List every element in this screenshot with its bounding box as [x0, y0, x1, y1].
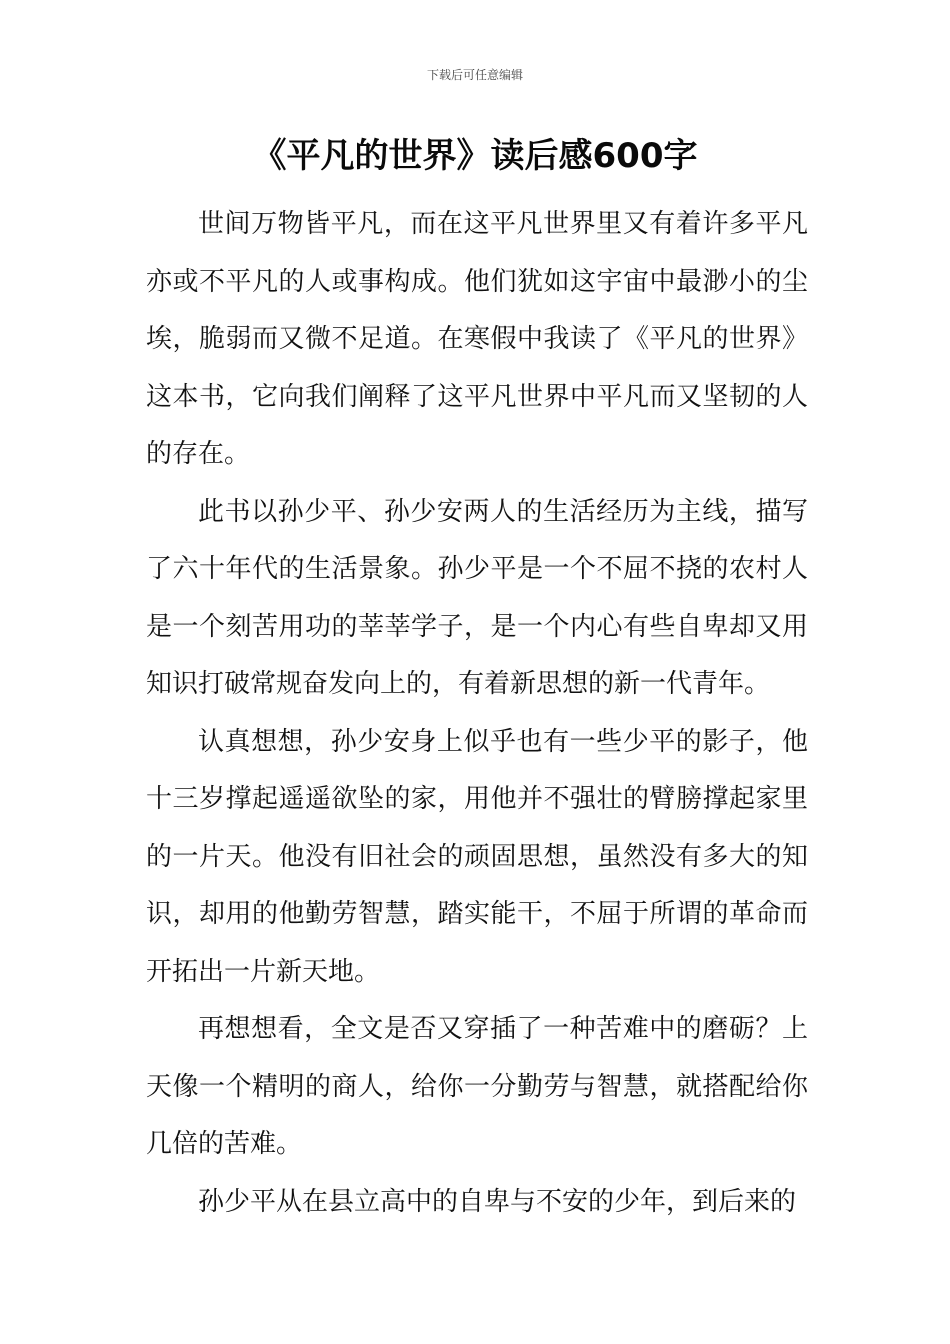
paragraph: 此书以孙少平、孙少安两人的生活经历为主线，描写了六十年代的生活景象。孙少平是一个不屈不挠的农村人是一个刻苦用功的莘莘学子，是一个内心有些自卑却又用知识打破常规奋发向上的，有着新思想的新一代青年。	[146, 496, 808, 699]
document-title: 《平凡的世界》读后感600字	[252, 136, 698, 176]
paragraph: 世间万物皆平凡，而在这平凡世界里又有着许多平凡亦或不平凡的人或事构成。他们犹如这宇宙中最渺小的尘埃，脆弱而又微不足道。在寒假中我读了《平凡的世界》这本书，它向我们阐释了这平凡世界中平凡而又坚韧的人的存在。	[146, 209, 808, 469]
document-body	[146, 196, 808, 1231]
header-note: 下载后可任意编辑	[426, 68, 523, 82]
paragraph: 认真想想，孙少安身上似乎也有一些少平的影子，他十三岁撑起遥遥欲坠的家，用他并不强壮的臂膀撑起家里的一片天。他没有旧社会的顽固思想，虽然没有多大的知识，却用的他勤劳智慧，踏实能干，不屈于所谓的革命而开拓出一片新天地。	[146, 726, 808, 987]
paragraph: 孙少平从在县立高中的自卑与不安的少年，到后来的	[198, 1186, 797, 1217]
paragraph: 再想想看，全文是否又穿插了一种苦难中的磨砺？上天像一个精明的商人，给你一分勤劳与智慧，就搭配给你几倍的苦难。	[146, 1014, 808, 1159]
